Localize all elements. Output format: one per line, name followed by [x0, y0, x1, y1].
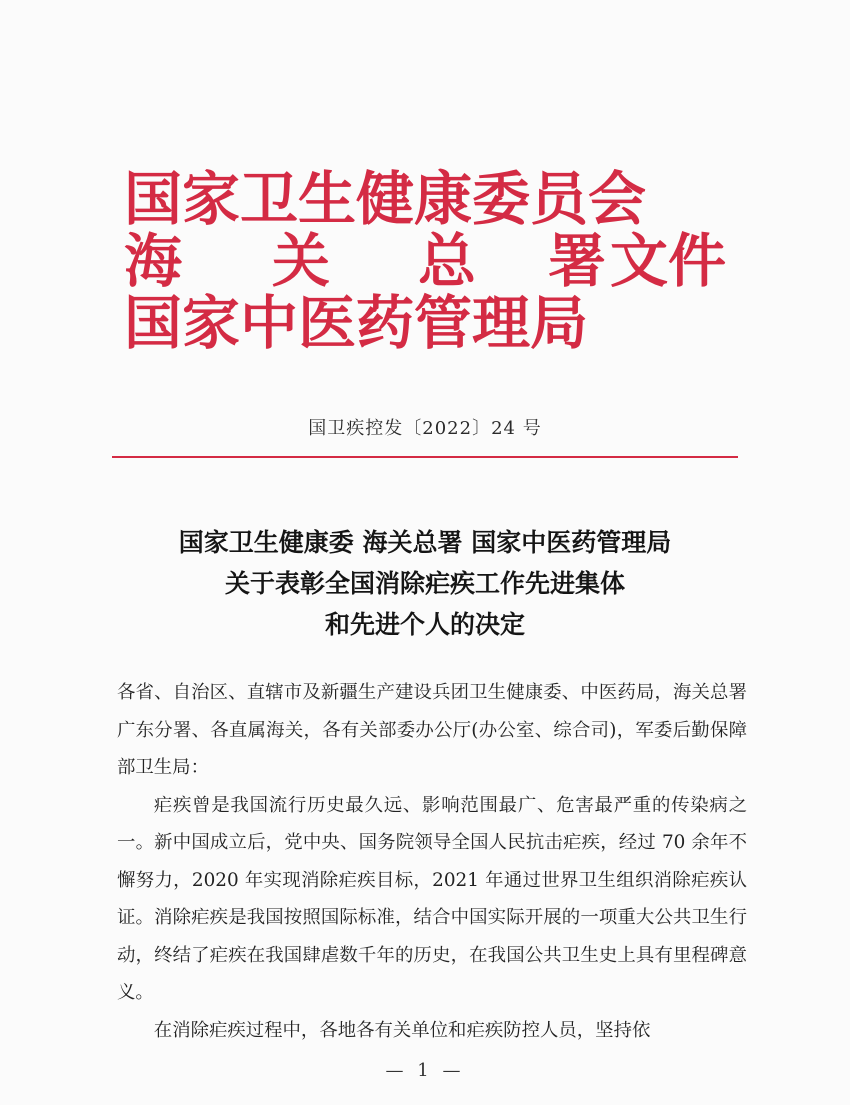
- document-body: [117, 674, 747, 1049]
- title-line: 和先进个人的决定: [324, 610, 525, 639]
- document-title: [0, 522, 850, 645]
- document-number: 国卫疾控发〔2022〕24 号: [308, 418, 542, 439]
- issuer-tcm: 国家中医药管理局: [124, 289, 589, 357]
- issuer-customs: [124, 228, 644, 294]
- red-header-masthead: [0, 0, 850, 360]
- title-line: 关于表彰全国消除疟疾工作先进集体: [224, 569, 625, 598]
- body-paragraph: 疟疾曾是我国流行历史最久远、影响范围最广、危害最严重的传染病之一。新中国成立后，党中央、国务院领导全国人民抗击疟疾，经过 70 余年不懈努力，2020 年实现消除疟疾目标，2021 年通过世界卫生组织消除疟疾认证。消除疟疾是我国按照国际标准，结合中国实际开展的一项重大公共卫生行动，终结了疟疾在我国肆虐数千年的历史，在我国公共卫生史上具有里程碑意义。: [117, 794, 747, 1003]
- page-number: — 1 —: [385, 1060, 465, 1081]
- doc-type-label: 文件: [610, 227, 727, 295]
- issuer-customs-char: 关: [272, 227, 331, 295]
- issuer-customs-char: 署: [548, 227, 607, 295]
- title-line: 国家卫生健康委 海关总署 国家中医药管理局: [178, 528, 672, 557]
- issuer-nhc: 国家卫生健康委员会: [124, 165, 647, 233]
- body-paragraph: 在消除疟疾过程中，各地各有关单位和疟疾防控人员，坚持依: [153, 1019, 651, 1041]
- salutation: 各省、自治区、直辖市及新疆生产建设兵团卫生健康委、中医药局，海关总署广东分署、各直属海关，各有关部委办公厅(办公室、综合司)，军委后勤保障部卫生局：: [117, 682, 747, 778]
- red-divider-rule: [112, 456, 738, 458]
- issuer-customs-char: 海: [124, 227, 183, 295]
- issuer-customs-char: 总: [418, 227, 477, 295]
